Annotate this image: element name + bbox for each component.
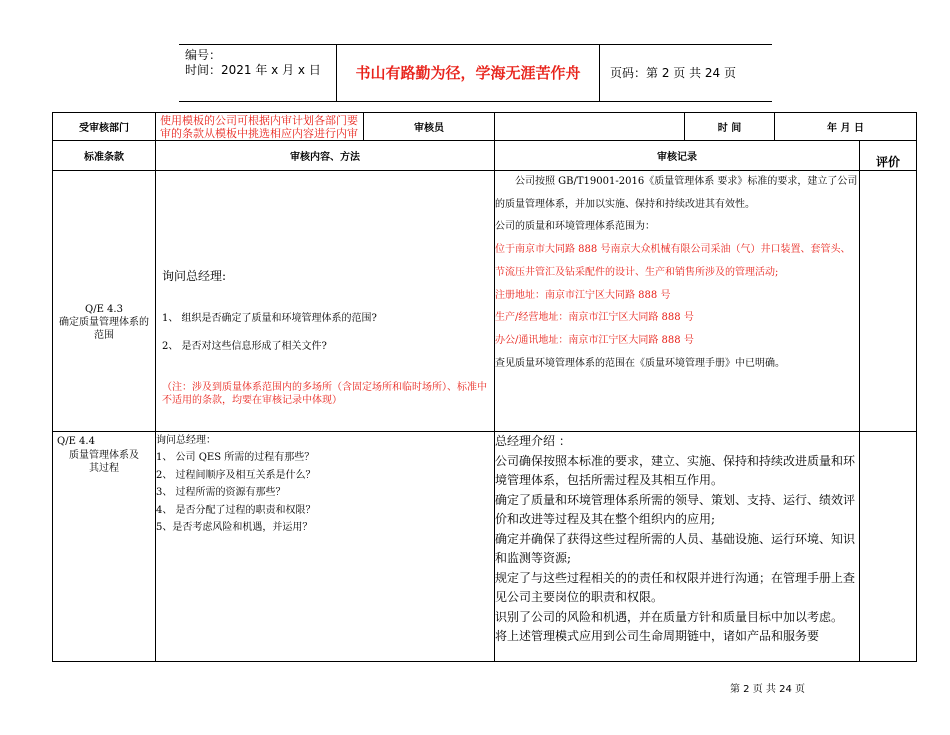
question-item: 1、 公司 QES 所需的过程有那些？ <box>156 452 315 464</box>
audit-checklist-table <box>52 112 917 662</box>
table-row <box>53 171 917 432</box>
record-paragraph: 办公/通讯地址：南京市江宁区大同路 888 号 <box>495 334 694 346</box>
col-method-header: 审核内容、方法 <box>156 141 495 171</box>
date-value[interactable]: 年 月 日 <box>775 113 917 141</box>
clause-title: 质量管理体系及其过程 <box>69 450 139 474</box>
page-footer: 第 2 页 共 24 页 <box>730 684 805 695</box>
question-item: 5、是否考虑风险和机遇，并运用？ <box>156 522 313 534</box>
document-date: 时间：2021 年 x 月 x 日 <box>185 63 321 77</box>
evaluation-cell[interactable] <box>860 171 917 432</box>
question-2: 2、 是否对这些信息形成了相关文件? <box>162 341 327 352</box>
record-paragraph: 位于南京市大同路 888 号南京大众机械有限公司采油（气）井口装置、套管头、节流压井管汇及钻采配件的设计、生产和销售所涉及的管理活动; <box>495 244 851 278</box>
ask-line: 询问总经理: <box>162 269 227 283</box>
clause-title: 确定质量管理体系的范围 <box>59 317 149 341</box>
method-cell <box>156 432 495 662</box>
record-cell <box>495 171 860 432</box>
page-header <box>179 44 772 102</box>
header-page-info: 页码：第 2 页 共 24 页 <box>610 66 736 80</box>
ask-line: 询问总经理： <box>156 435 216 446</box>
record-paragraph: 总经理介绍 ： <box>495 434 571 448</box>
header-page-cell <box>600 45 772 101</box>
record-paragraph: 注册地址：南京市江宁区大同路 888 号 <box>495 289 671 301</box>
col-record-header: 审核记录 <box>495 141 860 171</box>
auditor-label: 审核员 <box>364 113 495 141</box>
record-paragraph: 规定了与这些过程相关的的责任和权限并进行沟通；在管理手册上查见公司主要岗位的职责和权限。 <box>495 570 856 604</box>
table-row <box>53 432 917 662</box>
clause-cell <box>53 171 156 432</box>
auditor-value[interactable] <box>495 113 685 141</box>
record-paragraph: 公司按照 GB/T19001-2016《质量管理体系 要求》标准的要求，建立了公司的质量管理体系，并加以实施、保持和持续改进其有效性。 <box>495 176 858 210</box>
audit-note: （注：涉及到质量体系范围内的多场所（含固定场所和临时场所）、标准中不适用的条款，均要在审核记录中体现） <box>162 382 487 406</box>
header-motto-cell <box>337 45 600 101</box>
col-clause-header: 标准条款 <box>53 141 156 171</box>
clause-cell <box>53 432 156 662</box>
question-item: 2、 过程间顺序及相互关系是什么？ <box>156 469 316 481</box>
dept-note: 使用模板的公司可根据内审计划各部门要审的条款从模板中挑选相应内容进行内审 <box>156 113 364 141</box>
record-paragraph: 确定了质量和环境管理体系所需的领导、策划、支持、运行、绩效评价和改进等过程及其在整个组织内的应用; <box>495 492 856 526</box>
header-meta-cell <box>179 45 337 101</box>
method-cell <box>156 171 495 432</box>
col-eval-header: 评价 <box>860 141 917 171</box>
record-paragraph: 确定并确保了获得这些过程所需的人员、基础设施、运行环境、知识和监测等资源; <box>495 531 856 565</box>
dept-label: 受审核部门 <box>53 113 156 141</box>
audit-info-row <box>53 113 917 141</box>
record-paragraph: 公司的质量和环境管理体系范围为： <box>495 221 655 233</box>
column-header-row <box>53 141 917 171</box>
record-cell <box>495 432 860 662</box>
evaluation-cell[interactable] <box>860 432 917 662</box>
record-paragraph: 公司确保按照本标准的要求，建立、实施、保持和持续改进质量和环境管理体系，包括所需过程及其相互作用。 <box>495 453 856 487</box>
record-paragraph: 将上述管理模式应用到公司生命周期链中，诸如产品和服务要 <box>495 629 820 643</box>
record-paragraph: 查见质量环境管理体系的范围在《质量环境管理手册》中已明确。 <box>495 357 785 369</box>
question-1: 1、 组织是否确定了质量和环境管理体系的范围? <box>162 313 377 324</box>
clause-code: Q/E 4.4 <box>57 436 95 447</box>
record-paragraph: 生产/经营地址：南京市江宁区大同路 888 号 <box>495 312 694 324</box>
clause-code: Q/E 4.3 <box>85 304 123 315</box>
question-item: 4、 是否分配了过程的职责和权限？ <box>156 504 316 516</box>
time-label: 时 间 <box>685 113 775 141</box>
header-motto: 书山有路勤为径，学海无涯苦作舟 <box>355 64 581 82</box>
record-paragraph: 识别了公司的风险和机遇，并在质量方针和质量目标中加以考虑。 <box>495 609 844 624</box>
document-number-label: 编号： <box>185 48 222 62</box>
question-item: 3、 过程所需的资源有那些？ <box>156 487 286 499</box>
